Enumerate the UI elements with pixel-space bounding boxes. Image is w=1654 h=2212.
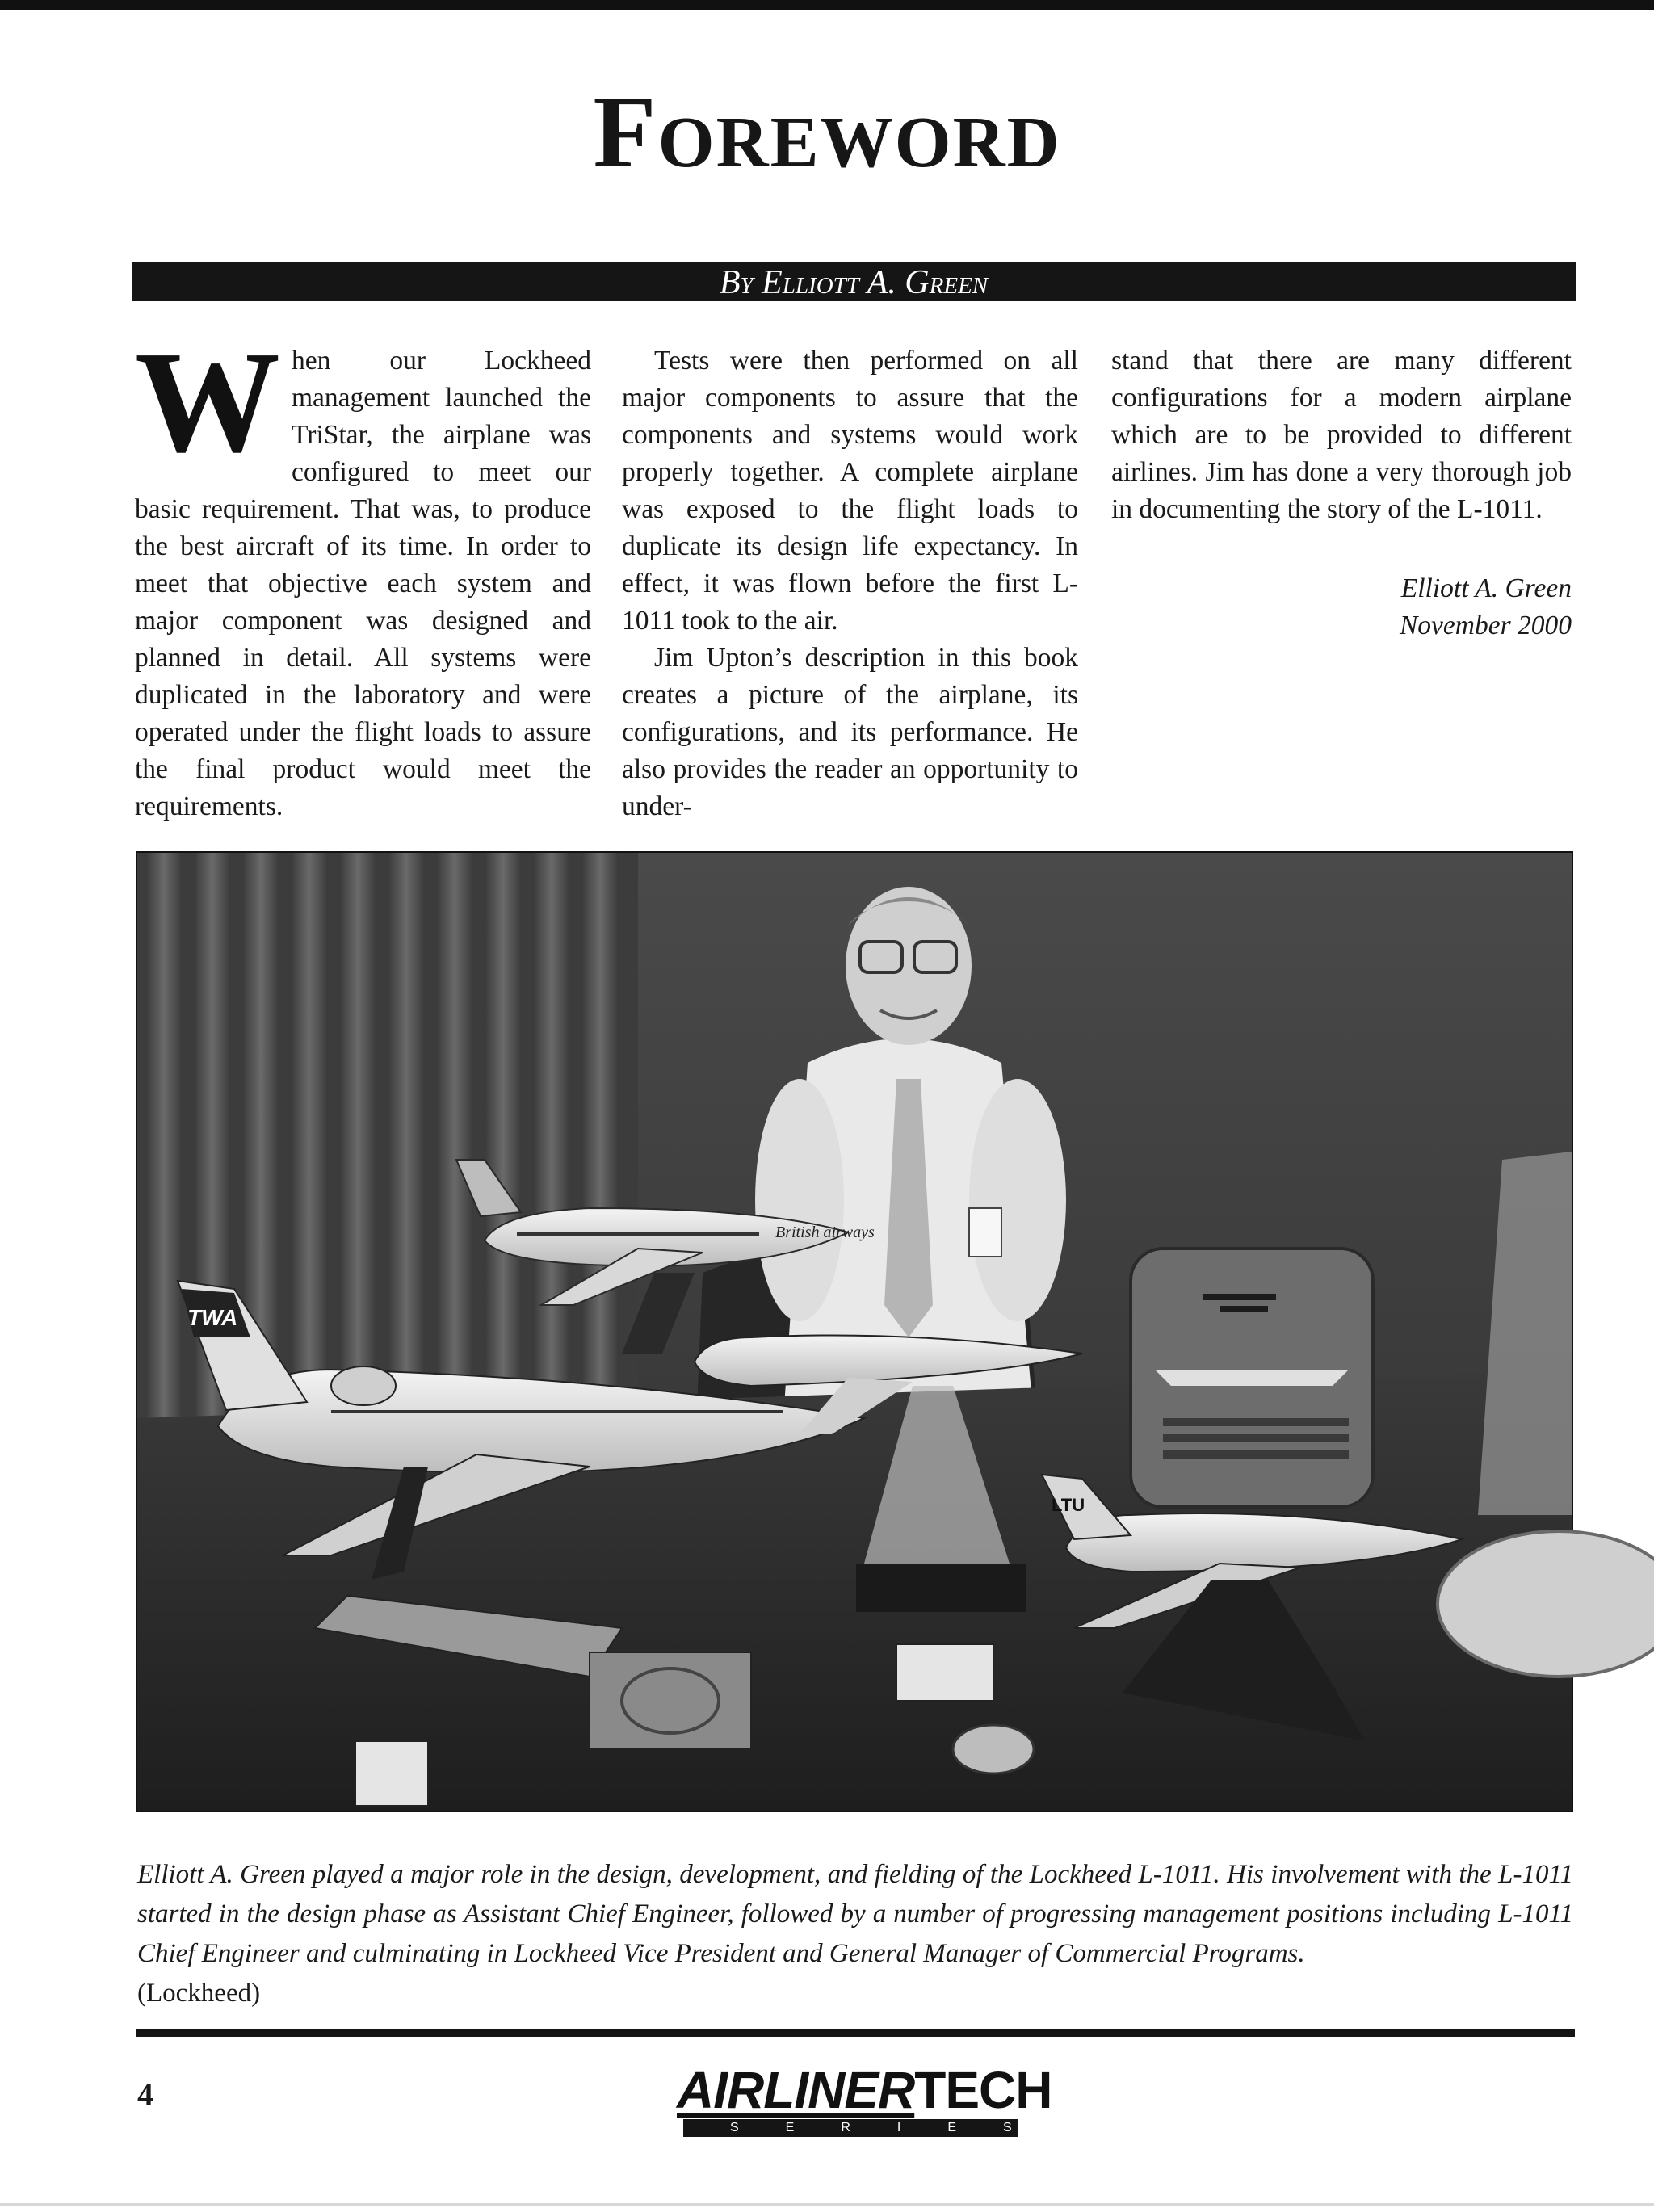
small-box xyxy=(896,1644,993,1701)
cup xyxy=(355,1741,428,1806)
label-british-airways: British airways xyxy=(775,1224,875,1241)
plaque xyxy=(1131,1249,1373,1507)
logo-airliner: AIRLINER xyxy=(677,2061,915,2119)
caption-credit: (Lockheed) xyxy=(137,1979,261,2008)
column-3 xyxy=(1111,342,1572,644)
signature-name: Elliott A. Green xyxy=(1400,573,1572,603)
photo-elliott-green-with-models xyxy=(136,851,1573,1812)
byline-bar xyxy=(132,262,1576,301)
page-bottom-edge xyxy=(0,2203,1654,2206)
drop-cap: W xyxy=(135,321,280,482)
label-twa: TWA xyxy=(187,1305,238,1330)
caption-text: Elliott A. Green played a major role in the design, development, and fielding of the Lockheed L-1011. His involvement with the L-1011 started in the design phase as Assistant Chief Engineer, followed by a number of progressing management positions including L-1011 Chief Engineer and culminating in Lockheed Vice President and General Manager of Commercial Programs. xyxy=(137,1860,1573,1968)
column-2-paragraph-1: Tests were then performed on all major components to assure that the components and systems would work properly together. A complete airplane was exposed to the flight loads to duplicate its design life expectancy. In effect, it was flown before the first L-1011 took to the air. xyxy=(622,346,1078,636)
logo-tech: TECH xyxy=(914,2061,1052,2119)
signature-date: November 2000 xyxy=(1399,611,1572,640)
page-number: 4 xyxy=(137,2076,153,2113)
label-ltu: LTU xyxy=(1052,1495,1085,1515)
medal xyxy=(953,1725,1034,1773)
logo-series: SERIES xyxy=(683,2119,1018,2137)
column-3-text: stand that there are many different configurations for a modern airplane which are to be provided to different airlines. Jim has done a very thorough job in documenting the story of the L-1011. xyxy=(1111,346,1572,524)
byline: By Elliott A. Green xyxy=(719,264,989,301)
logo-wordmark xyxy=(677,2061,1052,2119)
top-rule xyxy=(0,0,1654,10)
column-2-paragraph-2: Jim Upton’s description in this book creates a picture of the airplane, its configurations, and its performance. He also provides the reader an opportunity to under- xyxy=(622,643,1078,821)
column-1 xyxy=(135,321,591,825)
column-1-text: hen our Lockheed management launched the TriStar, the airplane was configured to meet our basic requirement. That was, to produce the best aircraft of its time. In order to meet that objective each system and major component was designed and planned in detail. All systems were duplicated in the laboratory and were operated under the flight loads to assure the final product would meet the requirements. xyxy=(135,346,591,821)
page-title: Foreword xyxy=(593,74,1061,189)
bottom-rule xyxy=(136,2029,1575,2037)
photo-caption xyxy=(137,1855,1573,2013)
signature xyxy=(1111,570,1572,644)
commemorative-plate xyxy=(1438,1531,1654,1677)
airliner-tech-series-logo xyxy=(677,2061,1059,2139)
column-2 xyxy=(622,342,1078,825)
photo-illustration xyxy=(137,853,1572,1811)
